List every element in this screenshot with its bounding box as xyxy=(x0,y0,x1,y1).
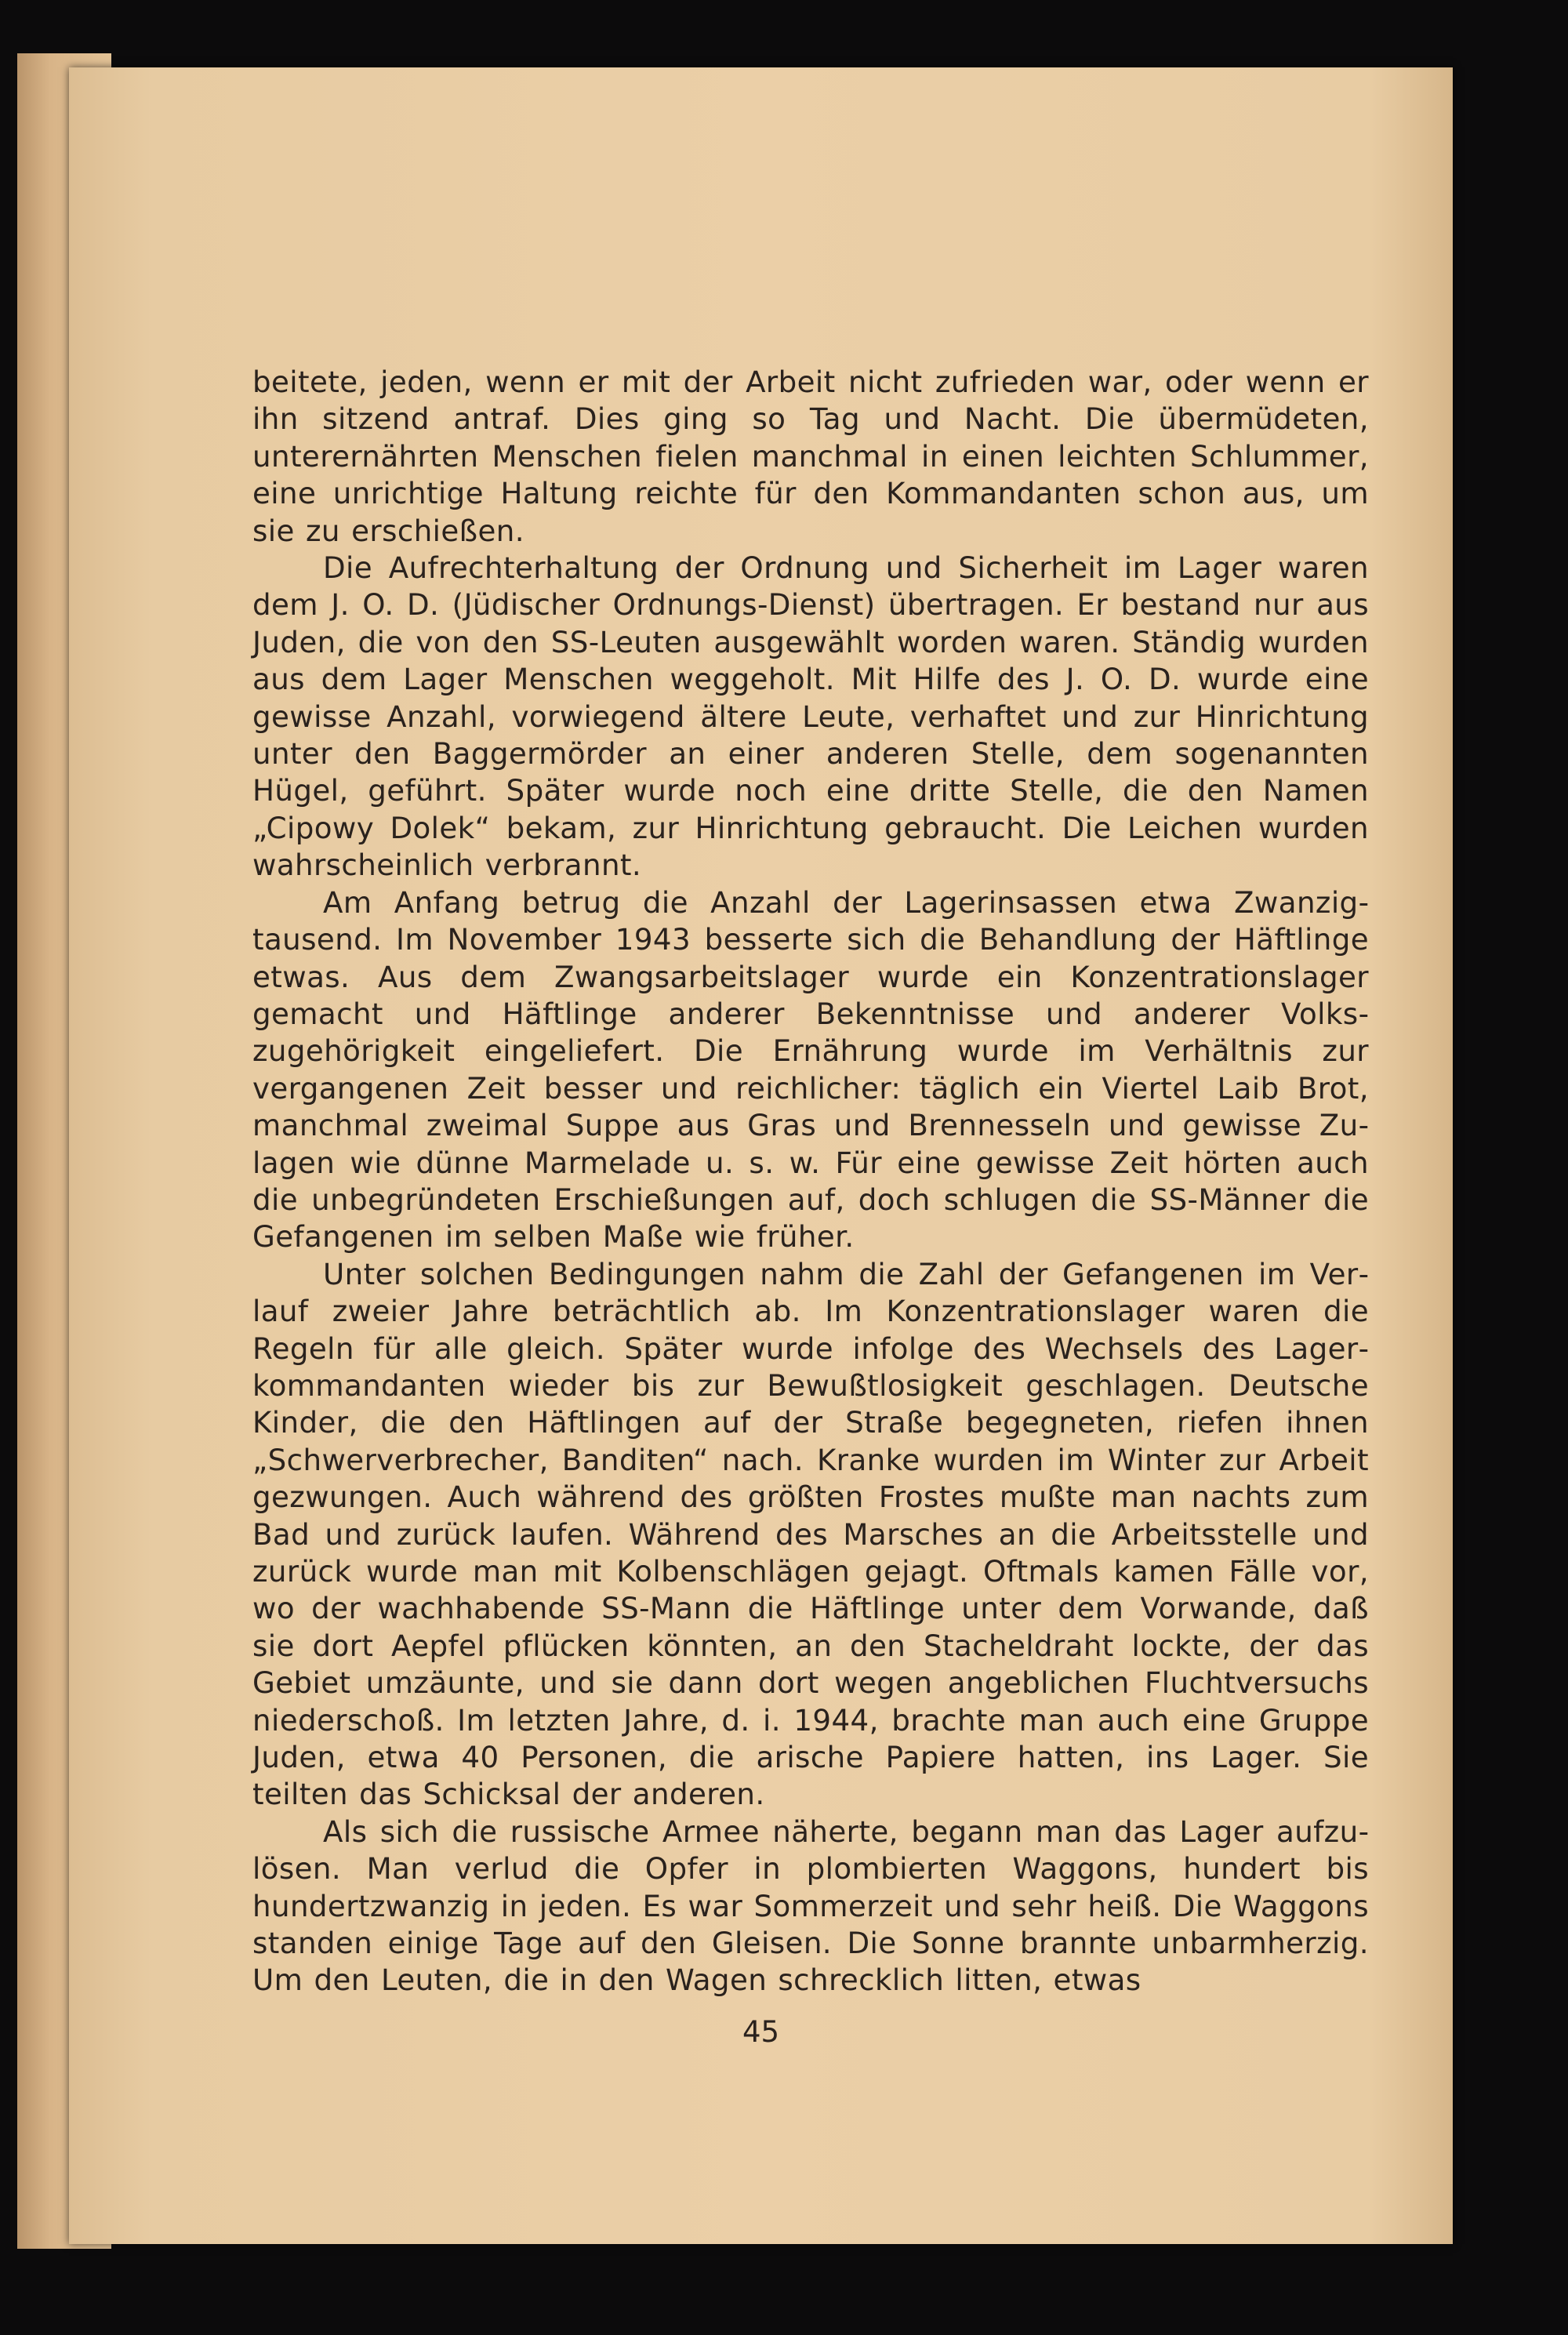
paragraph-3: Am Anfang betrug die Anzahl der Lagerinsassen etwa Zwanzigtausend. Im November 1943 besserte sich die Behandlung der Häftlinge etwas. Aus dem Zwangsarbeitslager wurde ein Konzentrationslager gemacht und Häftlinge anderer Bekenntnisse und anderer Volkszugehörigkeit eingeliefert. Die Ernährung wurde im Verhältnis zur vergangenen Zeit besser und reichlicher: täglich ein Viertel Laib Brot, manchmal zweimal Suppe aus Gras und Brennesseln und gewisse Zulagen wie dünne Marmelade u. s. w. Für eine gewisse Zeit hörten auch die unbegründeten Erschießungen auf, doch schlugen die SS-Männer die Gefangenen im selben Maße wie früher. xyxy=(252,884,1369,1255)
paragraph-1: beitete, jeden, wenn er mit der Arbeit nicht zufrieden war, oder wenn er ihn sitzend antraf. Dies ging so Tag und Nacht. Die übermüdeten, unterernährten Menschen fielen manchmal in einen leichten Schlummer, eine unrichtige Haltung reichte für den Kommandanten schon aus, um sie zu erschießen. xyxy=(252,365,1369,548)
paragraph-2: Die Aufrechterhaltung der Ordnung und Sicherheit im Lager waren dem J. O. D. (Jüdischer Ordnungs-Dienst) übertragen. Er bestand nur aus Juden, die von den SS-Leuten ausgewählt worden waren. Ständig wurden aus dem Lager Menschen weggeholt. Mit Hilfe des J. O. D. wurde eine gewisse Anzahl, vorwiegend ältere Leute, verhaftet und zur Hinrichtung unter den Baggermörder an einer anderen Stelle, dem sogenannten Hügel, geführt. Später wurde noch eine dritte Stelle, die den Namen „Cipowy Dolek“ bekam, zur Hinrichtung gebraucht. Die Leichen wurden wahrscheinlich verbrannt. xyxy=(252,550,1369,883)
paragraph-4: Unter solchen Bedingungen nahm die Zahl der Gefangenen im Verlauf zweier Jahre beträchtlich ab. Im Konzentrationslager waren die Regeln für alle gleich. Später wurde infolge des Wechsels des Lagerkommandanten wieder bis zur Bewußtlosigkeit geschlagen. Deutsche Kinder, die den Häftlingen auf der Straße begegneten, riefen ihnen „Schwerverbrecher, Banditen“ nach. Kranke wurden im Winter zur Arbeit gezwungen. Auch während des größten Frostes mußte man nachts zum Bad und zurück laufen. Während des Marsches an die Arbeitsstelle und zurück wurde man mit Kolbenschlägen gejagt. Oftmals kamen Fälle vor, wo der wachhabende SS-Mann die Häftlinge unter dem Vorwande, daß sie dort Aepfel pflücken könnten, an den Stacheldraht lockte, der das Gebiet umzäunte, und sie dann dort wegen angeblichen Fluchtversuchs niederschoß. Im letzten Jahre, d. i. 1944, brachte man auch eine Gruppe Juden, etwa 40 Personen, die arische Papiere hatten, ins Lager. Sie teilten das Schicksal der anderen. xyxy=(252,1256,1369,1812)
body-text xyxy=(252,364,1369,1999)
page-sheet xyxy=(69,67,1453,2244)
paragraph-5: Als sich die russische Armee näherte, begann man das Lager aufzulösen. Man verlud die Opfer in plombierten Waggons, hundert bis hundertzwanzig in jeden. Es war Sommerzeit und sehr heiß. Die Waggons standen einige Tage auf den Gleisen. Die Sonne brannte unbarmherzig. Um den Leuten, die in den Wagen schrecklich litten, etwas xyxy=(252,1814,1369,1998)
page-number: 45 xyxy=(742,2015,780,2049)
